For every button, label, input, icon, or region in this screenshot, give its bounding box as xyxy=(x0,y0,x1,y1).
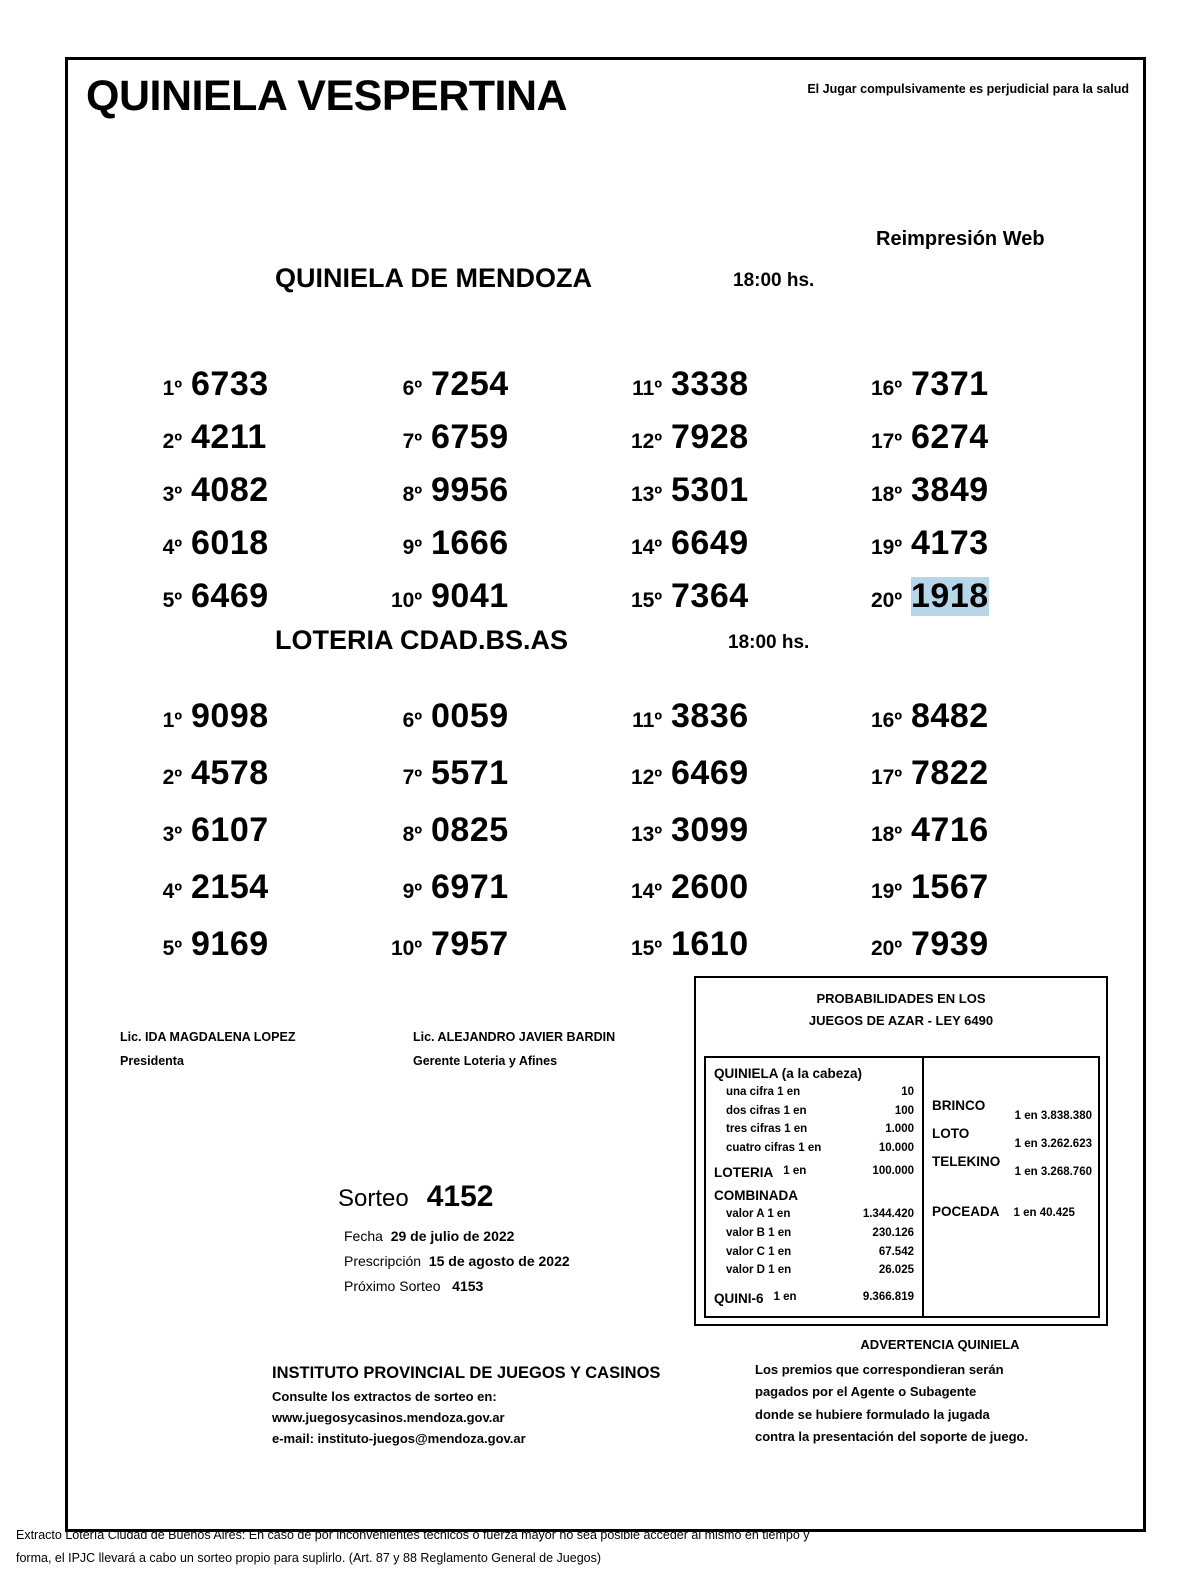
odds-value: 1.344.420 xyxy=(862,1208,914,1221)
result-position: 20º xyxy=(870,589,902,612)
result-number: 7822 xyxy=(911,754,989,792)
institute-line: Consulte los extractos de sorteo en: xyxy=(272,1389,497,1404)
poceada-odds-row xyxy=(932,1204,1092,1219)
signature-president xyxy=(120,1025,295,1074)
result-position: 1º xyxy=(162,377,182,400)
game-odds: 1 en 3.268.760 xyxy=(1014,1166,1092,1178)
odds-label: tres cifras 1 en xyxy=(726,1123,808,1136)
odds-value: 26.025 xyxy=(878,1264,914,1277)
result-position: 11º xyxy=(632,377,662,400)
odds-row xyxy=(714,1102,914,1121)
draw-title-mendoza: QUINIELA DE MENDOZA xyxy=(275,263,592,293)
result-number: 1918 xyxy=(911,577,989,615)
result-number: 3099 xyxy=(671,811,749,849)
result-position: 5º xyxy=(162,589,182,612)
result-position: 2º xyxy=(162,766,182,789)
sorteo-proximo-label: Próximo Sorteo xyxy=(344,1278,441,1294)
result-entry xyxy=(368,754,608,793)
result-position: 5º xyxy=(162,937,182,960)
quini6-odds-value: 9.366.819 xyxy=(862,1290,914,1303)
result-number: 6759 xyxy=(431,418,509,456)
result-number: 6649 xyxy=(671,524,749,562)
result-number: 3849 xyxy=(911,471,989,509)
sorteo-proximo-line xyxy=(338,1278,570,1294)
result-position: 11º xyxy=(632,709,662,732)
odds-label: valor B 1 en xyxy=(726,1227,792,1240)
institute-line: e-mail: instituto-juegos@mendoza.gov.ar xyxy=(272,1431,526,1447)
result-number: 3338 xyxy=(671,365,749,403)
result-position: 4º xyxy=(162,536,182,559)
result-position: 15º xyxy=(630,937,662,960)
footer-disclaimer xyxy=(10,1524,1068,1570)
game-odds-block xyxy=(932,1154,1092,1178)
game-odds-block xyxy=(932,1126,1092,1150)
result-entry xyxy=(608,471,848,510)
reprint-web-label: Reimpresión Web xyxy=(876,228,1045,250)
result-entry xyxy=(368,365,608,404)
result-entry xyxy=(128,697,368,736)
result-number: 0825 xyxy=(431,811,509,849)
result-position: 16º xyxy=(870,377,902,400)
poceada-name: POCEADA xyxy=(932,1204,1000,1219)
result-position: 6º xyxy=(402,709,422,732)
odds-row xyxy=(714,1224,914,1243)
result-entry xyxy=(368,471,608,510)
odds-value: 10 xyxy=(901,1086,914,1098)
result-number: 4082 xyxy=(191,471,269,509)
sorteo-prescripcion-value: 15 de agosto de 2022 xyxy=(428,1253,570,1269)
odds-row xyxy=(714,1205,914,1224)
institute-contact-lines xyxy=(272,1386,660,1449)
result-entry xyxy=(368,868,608,907)
result-entry xyxy=(368,811,608,850)
loteria-odds-value: 100.000 xyxy=(872,1164,914,1177)
game-name: TELEKINO xyxy=(932,1154,1001,1169)
result-entry xyxy=(128,418,368,457)
results-grid-mendoza xyxy=(128,365,1088,616)
advertencia-line: contra la presentación del soporte de juego. xyxy=(755,1429,1029,1445)
poceada-odds: 1 en 40.425 xyxy=(1013,1207,1075,1219)
institute-block xyxy=(272,1364,660,1449)
result-position: 8º xyxy=(402,823,422,846)
result-number: 7939 xyxy=(911,925,989,963)
sorteo-info xyxy=(338,1180,570,1294)
game-odds-block xyxy=(932,1098,1092,1122)
sorteo-fecha-label: Fecha xyxy=(344,1228,383,1244)
advertencia-line: donde se hubiere formulado la jugada xyxy=(755,1406,990,1422)
odds-label: una cifra 1 en xyxy=(726,1086,801,1098)
draw-title-loteria: LOTERIA CDAD.BS.AS xyxy=(275,625,569,655)
gambling-warning-text: El Jugar compulsivamente es perjudicial para la salud xyxy=(807,82,1129,96)
draw-header-loteria xyxy=(68,615,1143,659)
odds-value: 10.000 xyxy=(878,1141,914,1154)
result-number: 6018 xyxy=(191,524,269,562)
result-entry xyxy=(128,868,368,907)
other-games-odds xyxy=(932,1098,1092,1178)
result-position: 6º xyxy=(402,377,422,400)
probabilities-title-line1: PROBABILIDADES EN LOS xyxy=(816,991,986,1006)
result-entry xyxy=(848,418,1088,457)
result-entry xyxy=(128,524,368,563)
odds-label: valor C 1 en xyxy=(726,1245,792,1258)
result-number: 2154 xyxy=(191,868,269,906)
result-number: 9956 xyxy=(431,471,509,509)
result-position: 18º xyxy=(870,823,902,846)
result-entry xyxy=(128,925,368,964)
probabilities-table xyxy=(704,1056,1100,1318)
result-entry xyxy=(848,697,1088,736)
result-entry xyxy=(368,577,608,616)
result-number: 5571 xyxy=(431,754,509,792)
result-number: 9169 xyxy=(191,925,269,963)
result-entry xyxy=(608,697,848,736)
advertencia-line: Los premios que correspondieran serán xyxy=(755,1362,1004,1377)
result-number: 3836 xyxy=(671,697,749,735)
signature-president-role: Presidenta xyxy=(120,1054,184,1069)
result-number: 4716 xyxy=(911,811,989,849)
result-entry xyxy=(368,418,608,457)
sorteo-main-line xyxy=(338,1180,570,1214)
result-number: 8482 xyxy=(911,697,989,735)
result-position: 18º xyxy=(870,483,902,506)
sorteo-fecha-line xyxy=(338,1228,570,1244)
result-entry xyxy=(128,365,368,404)
result-entry xyxy=(848,925,1088,964)
signature-president-name: Lic. IDA MAGDALENA LOPEZ xyxy=(120,1030,296,1044)
draw-header-mendoza xyxy=(68,228,1143,293)
odds-row xyxy=(714,1120,914,1139)
result-position: 10º xyxy=(390,589,422,612)
result-number: 0059 xyxy=(431,697,509,735)
result-position: 9º xyxy=(402,880,422,903)
result-position: 1º xyxy=(162,709,182,732)
loteria-odds-label: LOTERIA xyxy=(714,1164,774,1180)
probabilities-box xyxy=(694,976,1108,1326)
combinada-group-title: COMBINADA xyxy=(714,1188,798,1204)
game-name: LOTO xyxy=(932,1126,970,1141)
odds-label: cuatro cifras 1 en xyxy=(726,1141,822,1154)
game-odds: 1 en 3.262.623 xyxy=(1014,1138,1092,1150)
result-position: 15º xyxy=(630,589,662,612)
result-position: 16º xyxy=(870,709,902,732)
result-position: 10º xyxy=(390,937,422,960)
odds-row xyxy=(714,1139,914,1158)
result-position: 14º xyxy=(630,536,662,559)
result-number: 9041 xyxy=(431,577,509,615)
footer-line-2: forma, el IPJC llevará a cabo un sorteo propio para suplirlo. (Art. 87 y 88 Reglamento General de Juegos) xyxy=(16,1550,602,1565)
result-position: 17º xyxy=(870,430,902,453)
quini6-odds-label: QUINI-6 xyxy=(714,1290,764,1306)
result-entry xyxy=(368,697,608,736)
result-number: 2600 xyxy=(671,868,749,906)
quini6-odds-row xyxy=(714,1288,914,1311)
odds-label: valor A 1 en xyxy=(726,1208,791,1221)
probabilities-column-left xyxy=(706,1058,924,1316)
result-position: 20º xyxy=(870,937,902,960)
result-number: 6274 xyxy=(911,418,989,456)
result-number: 7254 xyxy=(431,365,509,403)
probabilities-column-right xyxy=(924,1058,1098,1316)
game-name: BRINCO xyxy=(932,1098,986,1113)
result-position: 12º xyxy=(630,430,662,453)
signature-manager-name: Lic. ALEJANDRO JAVIER BARDIN xyxy=(413,1030,616,1044)
odds-label: valor D 1 en xyxy=(726,1264,792,1277)
result-entry xyxy=(608,365,848,404)
odds-row xyxy=(714,1261,914,1280)
result-position: 13º xyxy=(630,483,662,506)
result-position: 3º xyxy=(162,483,182,506)
result-number: 1666 xyxy=(431,524,509,562)
result-number: 7371 xyxy=(911,365,989,403)
result-entry xyxy=(848,577,1088,616)
result-number: 6469 xyxy=(671,754,749,792)
result-number: 5301 xyxy=(671,471,749,509)
game-odds: 1 en 3.838.380 xyxy=(1014,1110,1092,1122)
result-number: 4578 xyxy=(191,754,269,792)
result-entry xyxy=(128,754,368,793)
result-entry xyxy=(848,365,1088,404)
result-number: 1567 xyxy=(911,868,989,906)
result-entry xyxy=(608,418,848,457)
odds-value: 1.000 xyxy=(885,1123,914,1136)
odds-value: 230.126 xyxy=(872,1227,914,1240)
result-number: 7957 xyxy=(431,925,509,963)
result-position: 14º xyxy=(630,880,662,903)
result-position: 9º xyxy=(402,536,422,559)
footer-line-1: Extracto Lotería Ciudad de Buenos Aires: En caso de por inconvenientes técnicos o fuerza mayor no sea posible acceder al mismo en tiempo y xyxy=(16,1527,810,1542)
result-entry xyxy=(368,925,608,964)
odds-row xyxy=(714,1243,914,1262)
result-entry xyxy=(608,811,848,850)
result-entry xyxy=(608,754,848,793)
result-position: 13º xyxy=(630,823,662,846)
result-number: 7364 xyxy=(671,577,749,615)
institute-line: www.juegosycasinos.mendoza.gov.ar xyxy=(272,1410,505,1426)
result-position: 17º xyxy=(870,766,902,789)
result-number: 1610 xyxy=(671,925,749,963)
result-entry xyxy=(848,868,1088,907)
probabilities-title xyxy=(696,988,1106,1032)
sorteo-prescripcion-line xyxy=(338,1253,570,1269)
advertencia-title: ADVERTENCIA QUINIELA xyxy=(860,1337,1020,1352)
draw-time-loteria: 18:00 hs. xyxy=(728,632,810,653)
advertencia-body xyxy=(755,1359,1125,1448)
probabilities-title-line2: JUEGOS DE AZAR - LEY 6490 xyxy=(808,1013,994,1029)
draw-time-mendoza: 18:00 hs. xyxy=(733,270,815,291)
result-entry xyxy=(848,471,1088,510)
result-number: 7928 xyxy=(671,418,749,456)
odds-row xyxy=(714,1083,914,1102)
result-number: 9098 xyxy=(191,697,269,735)
institute-title: INSTITUTO PROVINCIAL DE JUEGOS Y CASINOS xyxy=(272,1364,661,1382)
loteria-odds-mid: 1 en xyxy=(783,1164,807,1177)
result-position: 7º xyxy=(402,430,422,453)
result-position: 19º xyxy=(870,536,902,559)
quiniela-odds-rows xyxy=(714,1083,914,1158)
result-position: 2º xyxy=(162,430,182,453)
loteria-odds-row xyxy=(714,1162,914,1185)
result-position: 12º xyxy=(630,766,662,789)
result-entry xyxy=(128,471,368,510)
signature-manager-role: Gerente Loteria y Afines xyxy=(413,1054,558,1069)
result-entry xyxy=(368,524,608,563)
odds-value: 100 xyxy=(894,1104,914,1117)
sorteo-fecha-value: 29 de julio de 2022 xyxy=(390,1228,515,1244)
sorteo-prescripcion-label: Prescripción xyxy=(344,1253,422,1269)
combinada-odds-rows xyxy=(714,1205,914,1280)
results-grid-loteria xyxy=(128,697,1088,964)
result-entry xyxy=(608,925,848,964)
result-position: 7º xyxy=(402,766,422,789)
sorteo-label: Sorteo xyxy=(338,1185,409,1212)
result-number: 6733 xyxy=(191,365,269,403)
signature-manager xyxy=(413,1025,615,1074)
result-number: 4173 xyxy=(911,524,989,562)
advertencia-line: pagados por el Agente o Subagente xyxy=(755,1384,977,1400)
result-entry xyxy=(848,811,1088,850)
result-entry xyxy=(608,524,848,563)
quiniela-group-title: QUINIELA (a la cabeza) xyxy=(714,1066,863,1081)
result-entry xyxy=(128,811,368,850)
result-entry xyxy=(608,868,848,907)
sorteo-proximo-value: 4153 xyxy=(452,1278,484,1294)
result-position: 19º xyxy=(870,880,902,903)
result-entry xyxy=(848,524,1088,563)
result-position: 4º xyxy=(162,880,182,903)
result-number: 6469 xyxy=(191,577,269,615)
result-entry xyxy=(128,577,368,616)
result-entry xyxy=(848,754,1088,793)
result-number: 6107 xyxy=(191,811,269,849)
sorteo-number: 4152 xyxy=(426,1180,494,1213)
quini6-odds-mid: 1 en xyxy=(773,1290,797,1303)
advertencia-quiniela xyxy=(755,1337,1125,1448)
result-entry xyxy=(608,577,848,616)
result-position: 8º xyxy=(402,483,422,506)
result-number: 4211 xyxy=(191,418,267,456)
page-title: QUINIELA VESPERTINA xyxy=(86,72,568,120)
result-number: 6971 xyxy=(431,868,509,906)
odds-label: dos cifras 1 en xyxy=(726,1104,807,1117)
result-position: 3º xyxy=(162,823,182,846)
odds-value: 67.542 xyxy=(878,1245,914,1258)
